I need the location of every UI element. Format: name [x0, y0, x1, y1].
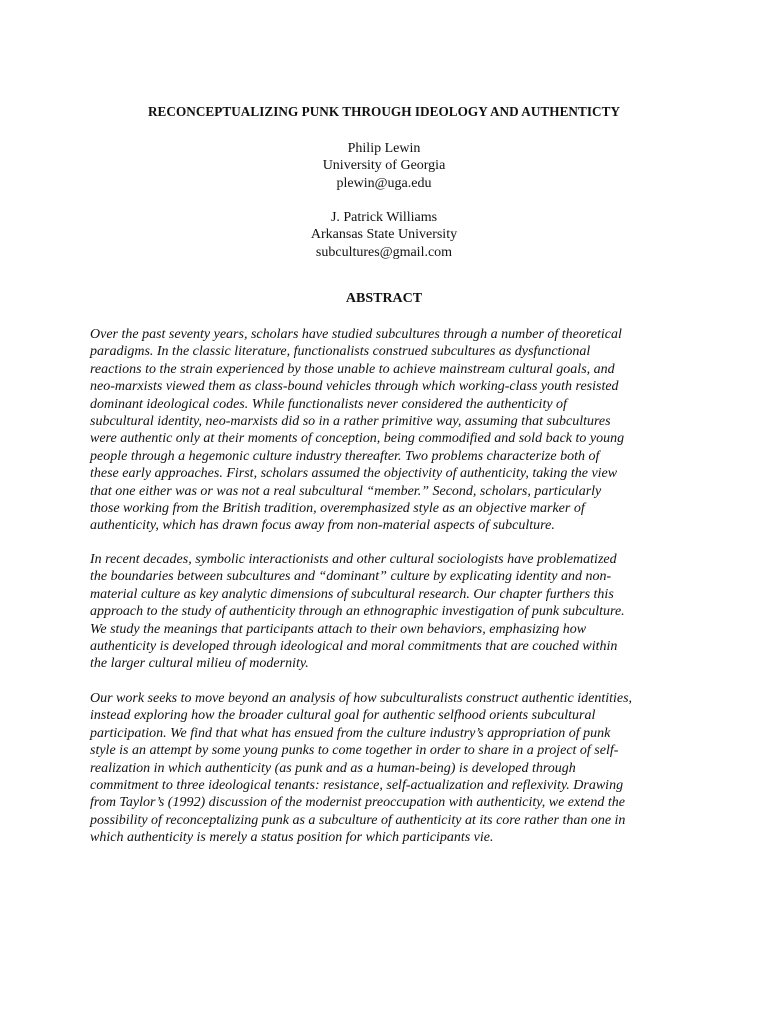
abstract-heading: ABSTRACT — [345, 291, 423, 306]
text-line: realization in which authenticity (as punk and as a human-being) is developed through — [90, 760, 576, 776]
author-block-1 — [0, 140, 768, 192]
text-line: authenticity, which has drawn focus away from non-material aspects of subculture. — [90, 518, 555, 534]
text-line: subcultural identity, neo-marxists did so in a rather primitive way, assuming that subcultures — [90, 414, 611, 430]
text-line: the larger cultural milieu of modernity. — [90, 656, 309, 672]
author-email: subcultures@gmail.com — [315, 244, 453, 260]
text-line: reactions to the strain experienced by those unable to achieve mainstream cultural goals, and — [90, 361, 615, 377]
text-line: approach to the study of authenticity through an ethnographic investigation of punk subculture. — [90, 604, 625, 620]
text-line: instead exploring how the broader cultural goal for authentic selfhood orients subcultural — [90, 708, 596, 724]
text-line: that one either was or was not a real subcultural “member.” Second, scholars, particularly — [90, 483, 602, 499]
author-name: Philip Lewin — [347, 141, 421, 156]
author-name: J. Patrick Williams — [330, 210, 438, 225]
author-affiliation: Arkansas State University — [310, 227, 458, 243]
abstract-paragraph-2 — [90, 551, 690, 673]
text-line: authenticity is developed through ideological and moral commitments that are couched within — [90, 639, 618, 655]
text-line: which authenticity is merely a status position for which participants vie. — [90, 830, 494, 846]
text-line: the boundaries between subcultures and “dominant” culture by explicating identity and non- — [90, 569, 612, 585]
text-line: those working from the British tradition, overemphasized style as an objective marker of — [90, 501, 585, 517]
author-email: plewin@uga.edu — [336, 175, 432, 191]
abstract-paragraph-text — [90, 326, 690, 535]
text-line: these early approaches. First, scholars assumed the objectivity of authenticity, taking the view — [90, 466, 618, 482]
text-line: people through a hegemonic culture industry thereafter. Two problems characterize both of — [90, 448, 600, 464]
text-line: paradigms. In the classic literature, functionalists construed subcultures as dysfunctional — [90, 344, 591, 360]
text-line: participation. We find that what has ensued from the culture industry’s appropriation of punk — [90, 725, 611, 741]
text-line: material culture as key analytic dimensions of subcultural research. Our chapter furthers this — [90, 586, 614, 602]
text-line: style is an attempt by some young punks to come together in order to share in a project of self- — [90, 743, 619, 759]
abstract-paragraph-text — [90, 551, 690, 673]
text-line: from Taylor’s (1992) discussion of the modernist preoccupation with authenticity, we extend the — [90, 795, 625, 811]
text-line: neo-marxists viewed them as class-bound vehicles through which working-class youth resisted — [90, 379, 619, 395]
text-line: We study the meanings that participants attach to their own behaviors, emphasizing how — [90, 621, 587, 637]
text-line: Over the past seventy years, scholars have studied subcultures through a number of theoretical — [90, 327, 622, 342]
text-line: In recent decades, symbolic interactionists and other cultural sociologists have problematized — [90, 552, 617, 567]
abstract-paragraph-3 — [90, 690, 690, 847]
text-line: possibility of reconceptalizing punk as a subculture of authenticity at its core rather than one in — [90, 812, 626, 828]
text-line: commitment to three ideological tenants: resistance, self-actualization and reflexivity. Drawing — [90, 778, 624, 794]
text-line: were authentic only at their moments of conception, being commodified and sold back to young — [90, 431, 625, 447]
abstract-paragraph-text — [90, 690, 690, 847]
text-line: Our work seeks to move beyond an analysis of how subculturalists construct authentic identities, — [90, 691, 633, 706]
author-affiliation: University of Georgia — [322, 158, 446, 174]
abstract-paragraph-1 — [90, 326, 690, 535]
author-block-2 — [0, 209, 768, 261]
paper-title: RECONCEPTUALIZING PUNK THROUGH IDEOLOGY AND AUTHENTICTY — [147, 104, 621, 119]
text-line: dominant ideological codes. While functionalists never considered the authenticity of — [90, 396, 567, 412]
